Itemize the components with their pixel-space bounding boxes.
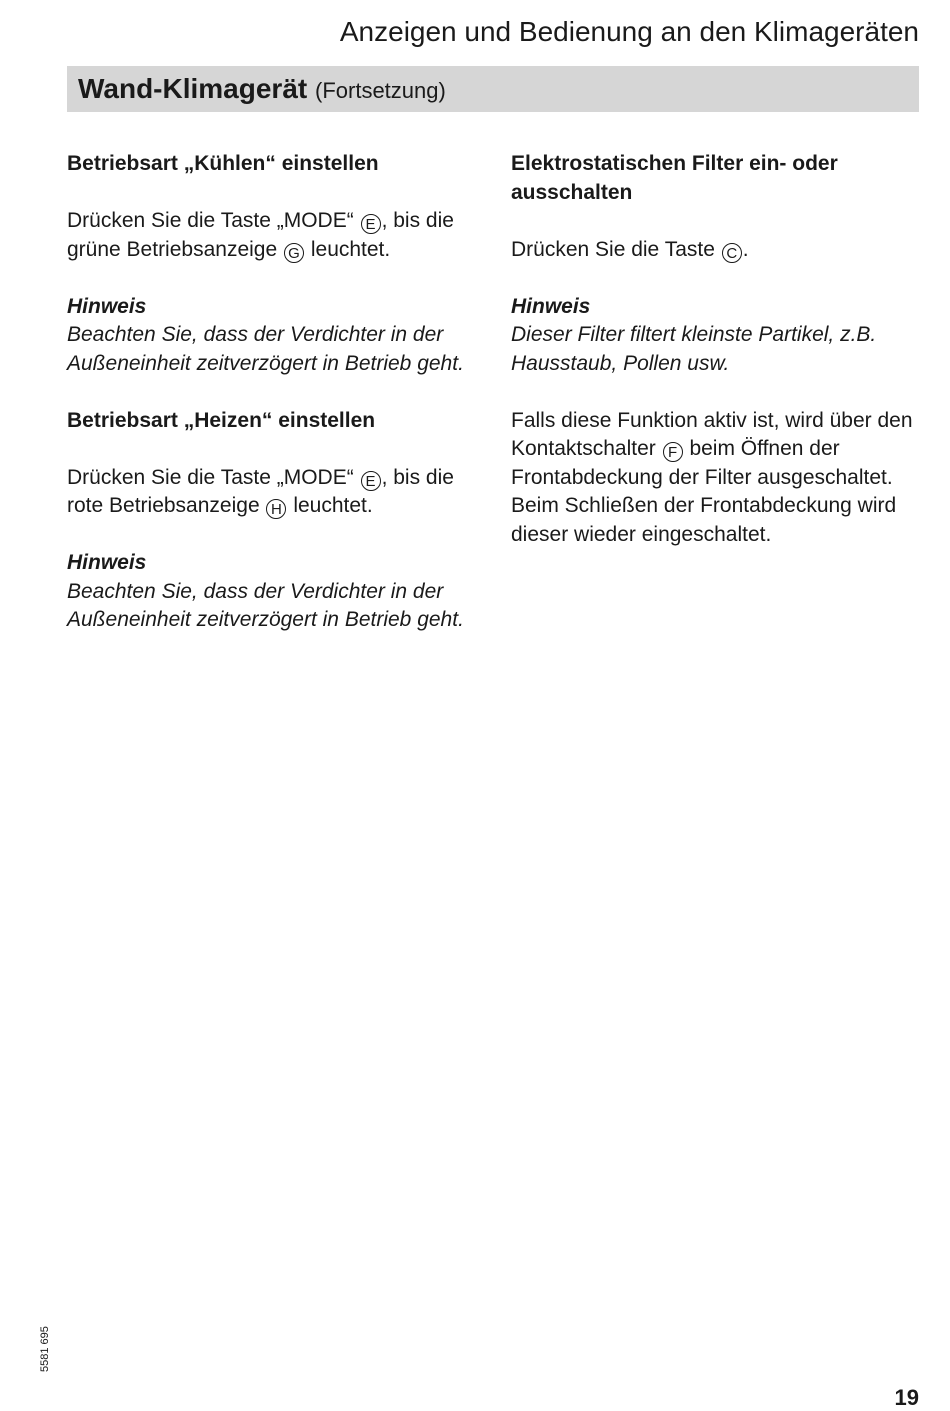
cooling-instruction-text-c: leuchtet. [310, 237, 391, 261]
contact-switch-marker: F [663, 442, 683, 462]
cooling-instruction-text-b: , bis die grüne Betriebsanzeige [67, 209, 454, 261]
cooling-instruction [67, 207, 487, 264]
filter-paragraph-text-b: beim Öffnen der Frontabdeckung der Filter ausgeschaltet. [511, 437, 893, 489]
filter-paragraph [511, 407, 923, 493]
filter-note-text: Dieser Filter filtert kleinste Partikel, z.B. Hausstaub, Pollen usw. [511, 323, 877, 375]
heating-heading: Betriebsart „Heizen“ einstellen [67, 408, 376, 432]
heating-note-text: Beachten Sie, dass der Verdichter in der Außeneinheit zeitverzögert in Betrieb geht. [67, 579, 464, 631]
cooling-instruction-text-a: Drücken Sie die Taste „MODE“ [67, 209, 354, 232]
mode-key-marker: E [361, 471, 381, 491]
section-title [78, 73, 446, 105]
cooling-note-text: Beachten Sie, dass der Verdichter in der Außeneinheit zeitverzögert in Betrieb geht. [67, 323, 464, 375]
mode-key-marker: E [361, 214, 381, 234]
section-subtitle: (Fortsetzung) [315, 78, 446, 103]
filter-paragraph-text-a: Falls diese Funktion aktiv ist, wird über den Kontaktschalter [511, 408, 913, 460]
filter-instruction [511, 236, 923, 265]
filter-key-marker: C [722, 243, 742, 263]
heating-instruction-text-c: leuchtet. [293, 494, 373, 517]
filter-heading: Elektrostatischen Filter ein- oder ausschalten [511, 152, 838, 204]
page-number: 19 [894, 1385, 919, 1410]
filter-paragraph-closing: Beim Schließen der Frontabdeckung wird dieser wieder eingeschaltet. [511, 494, 897, 546]
running-title: Anzeigen und Bedienung an den Klimageräten [339, 16, 919, 47]
section-title-bar [67, 66, 919, 112]
filter-instruction-text-b: . [742, 237, 749, 261]
filter-instruction-text-a: Drücken Sie die Taste [511, 237, 715, 261]
filter-note-label: Hinweis [511, 294, 591, 318]
heating-instruction [67, 464, 487, 521]
section-title-text: Wand-Klimagerät [78, 73, 308, 104]
green-indicator-marker: G [284, 243, 304, 263]
red-indicator-marker: H [266, 499, 286, 519]
left-column [67, 150, 487, 663]
cooling-heading: Betriebsart „Kühlen“ einstellen [67, 152, 379, 175]
right-column [511, 150, 923, 578]
heating-note-label: Hinweis [67, 551, 147, 574]
heating-instruction-text-a: Drücken Sie die Taste „MODE“ [67, 465, 354, 489]
heating-instruction-text-b: , bis die rote Betriebsanzeige [67, 465, 454, 517]
document-number: 5581 695 [39, 1326, 51, 1372]
cooling-note-label: Hinweis [67, 294, 147, 318]
